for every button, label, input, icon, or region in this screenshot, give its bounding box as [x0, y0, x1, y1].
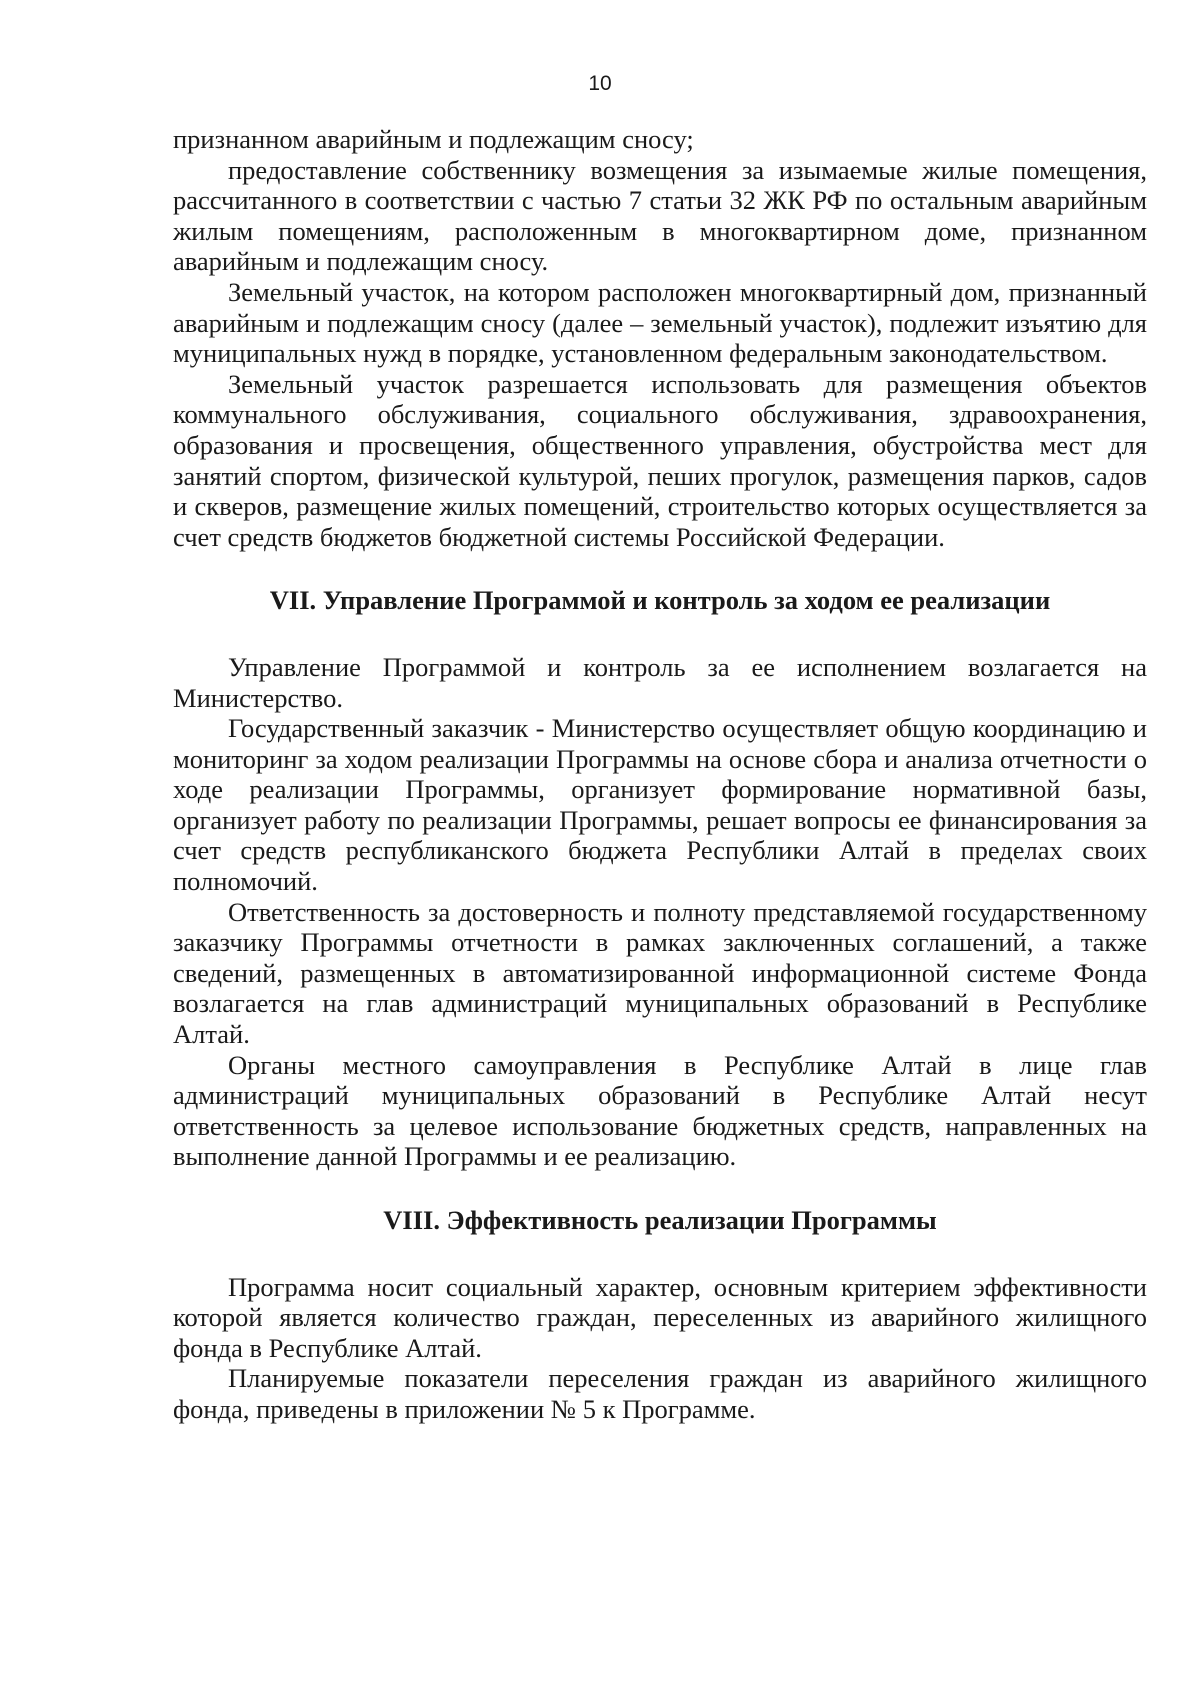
section-8-heading: VIII. Эффективность реализации Программы — [383, 1205, 937, 1235]
page-number: 10 — [588, 72, 612, 95]
section-7-paragraph-management: Управление Программой и контроль за ее исполнением возлагается на Министерство. — [173, 651, 1147, 713]
paragraph-land-use: Земельный участок разрешается использовать для размещения объектов коммунального обслуживания, социального обслуживания, здравоохранения, образования и просвещения, общественного управления, обустройства мест для занятий спортом, физической культурой, пеших прогулок, размещения парков, садов и скверов, размещение жилых помещений, строительство которых осуществляется за счет средств бюджетов бюджетной системы Российской Федерации. — [173, 368, 1147, 552]
continuation-line: признанном аварийным и подлежащим сносу; — [173, 124, 694, 154]
document-body — [173, 124, 1147, 1425]
section-7-paragraph-local-authorities: Органы местного самоуправления в Республике Алтай в лице глав администраций муниципальных образований в Республике Алтай несут ответственность за целевое использование бюджетных средств, направленных на выполнение данной Программы и ее реализацию. — [173, 1049, 1147, 1172]
section-8-paragraph-indicators: Планируемые показатели переселения граждан из аварийного жилищного фонда, приведены в приложении № 5 к Программе. — [173, 1363, 1147, 1424]
section-8-paragraph-character: Программа носит социальный характер, основным критерием эффективности которой является количество граждан, переселенных из аварийного жилищного фонда в Республике Алтай. — [173, 1271, 1147, 1363]
section-7-paragraph-customer: Государственный заказчик - Министерство осуществляет общую координацию и мониторинг за ходом реализации Программы на основе сбора и анализа отчетности о ходе реализации Программы, организует формирование нормативной базы, организует работу по реализации Программы, решает вопросы ее финансирования за счет средств республиканского бюджета Республики Алтай в пределах своих полномочий. — [173, 713, 1147, 897]
section-7-paragraph-responsibility: Ответственность за достоверность и полноту представляемой государственному заказчику Программы отчетности в рамках заключенных соглашений, а также сведений, размещенных в автоматизированной информационной системе Фонда возлагается на глав администраций муниципальных образований в Республике Алтай. — [173, 896, 1147, 1050]
paragraph-land-seizure: Земельный участок, на котором расположен многоквартирный дом, признанный аварийным и подлежащим сносу (далее – земельный участок), подлежит изъятию для муниципальных нужд в порядке, установленном федеральным законодательством. — [173, 276, 1147, 369]
section-7-heading: VII. Управление Программой и контроль за ходом ее реализации — [269, 585, 1051, 616]
paragraph-compensation: предоставление собственнику возмещения за изымаемые жилые помещения, рассчитанного в соответствии с частью 7 статьи 32 ЖК РФ по остальным аварийным жилым помещениям, расположенным в многоквартирном доме, признанном аварийным и подлежащим сносу. — [173, 154, 1147, 277]
